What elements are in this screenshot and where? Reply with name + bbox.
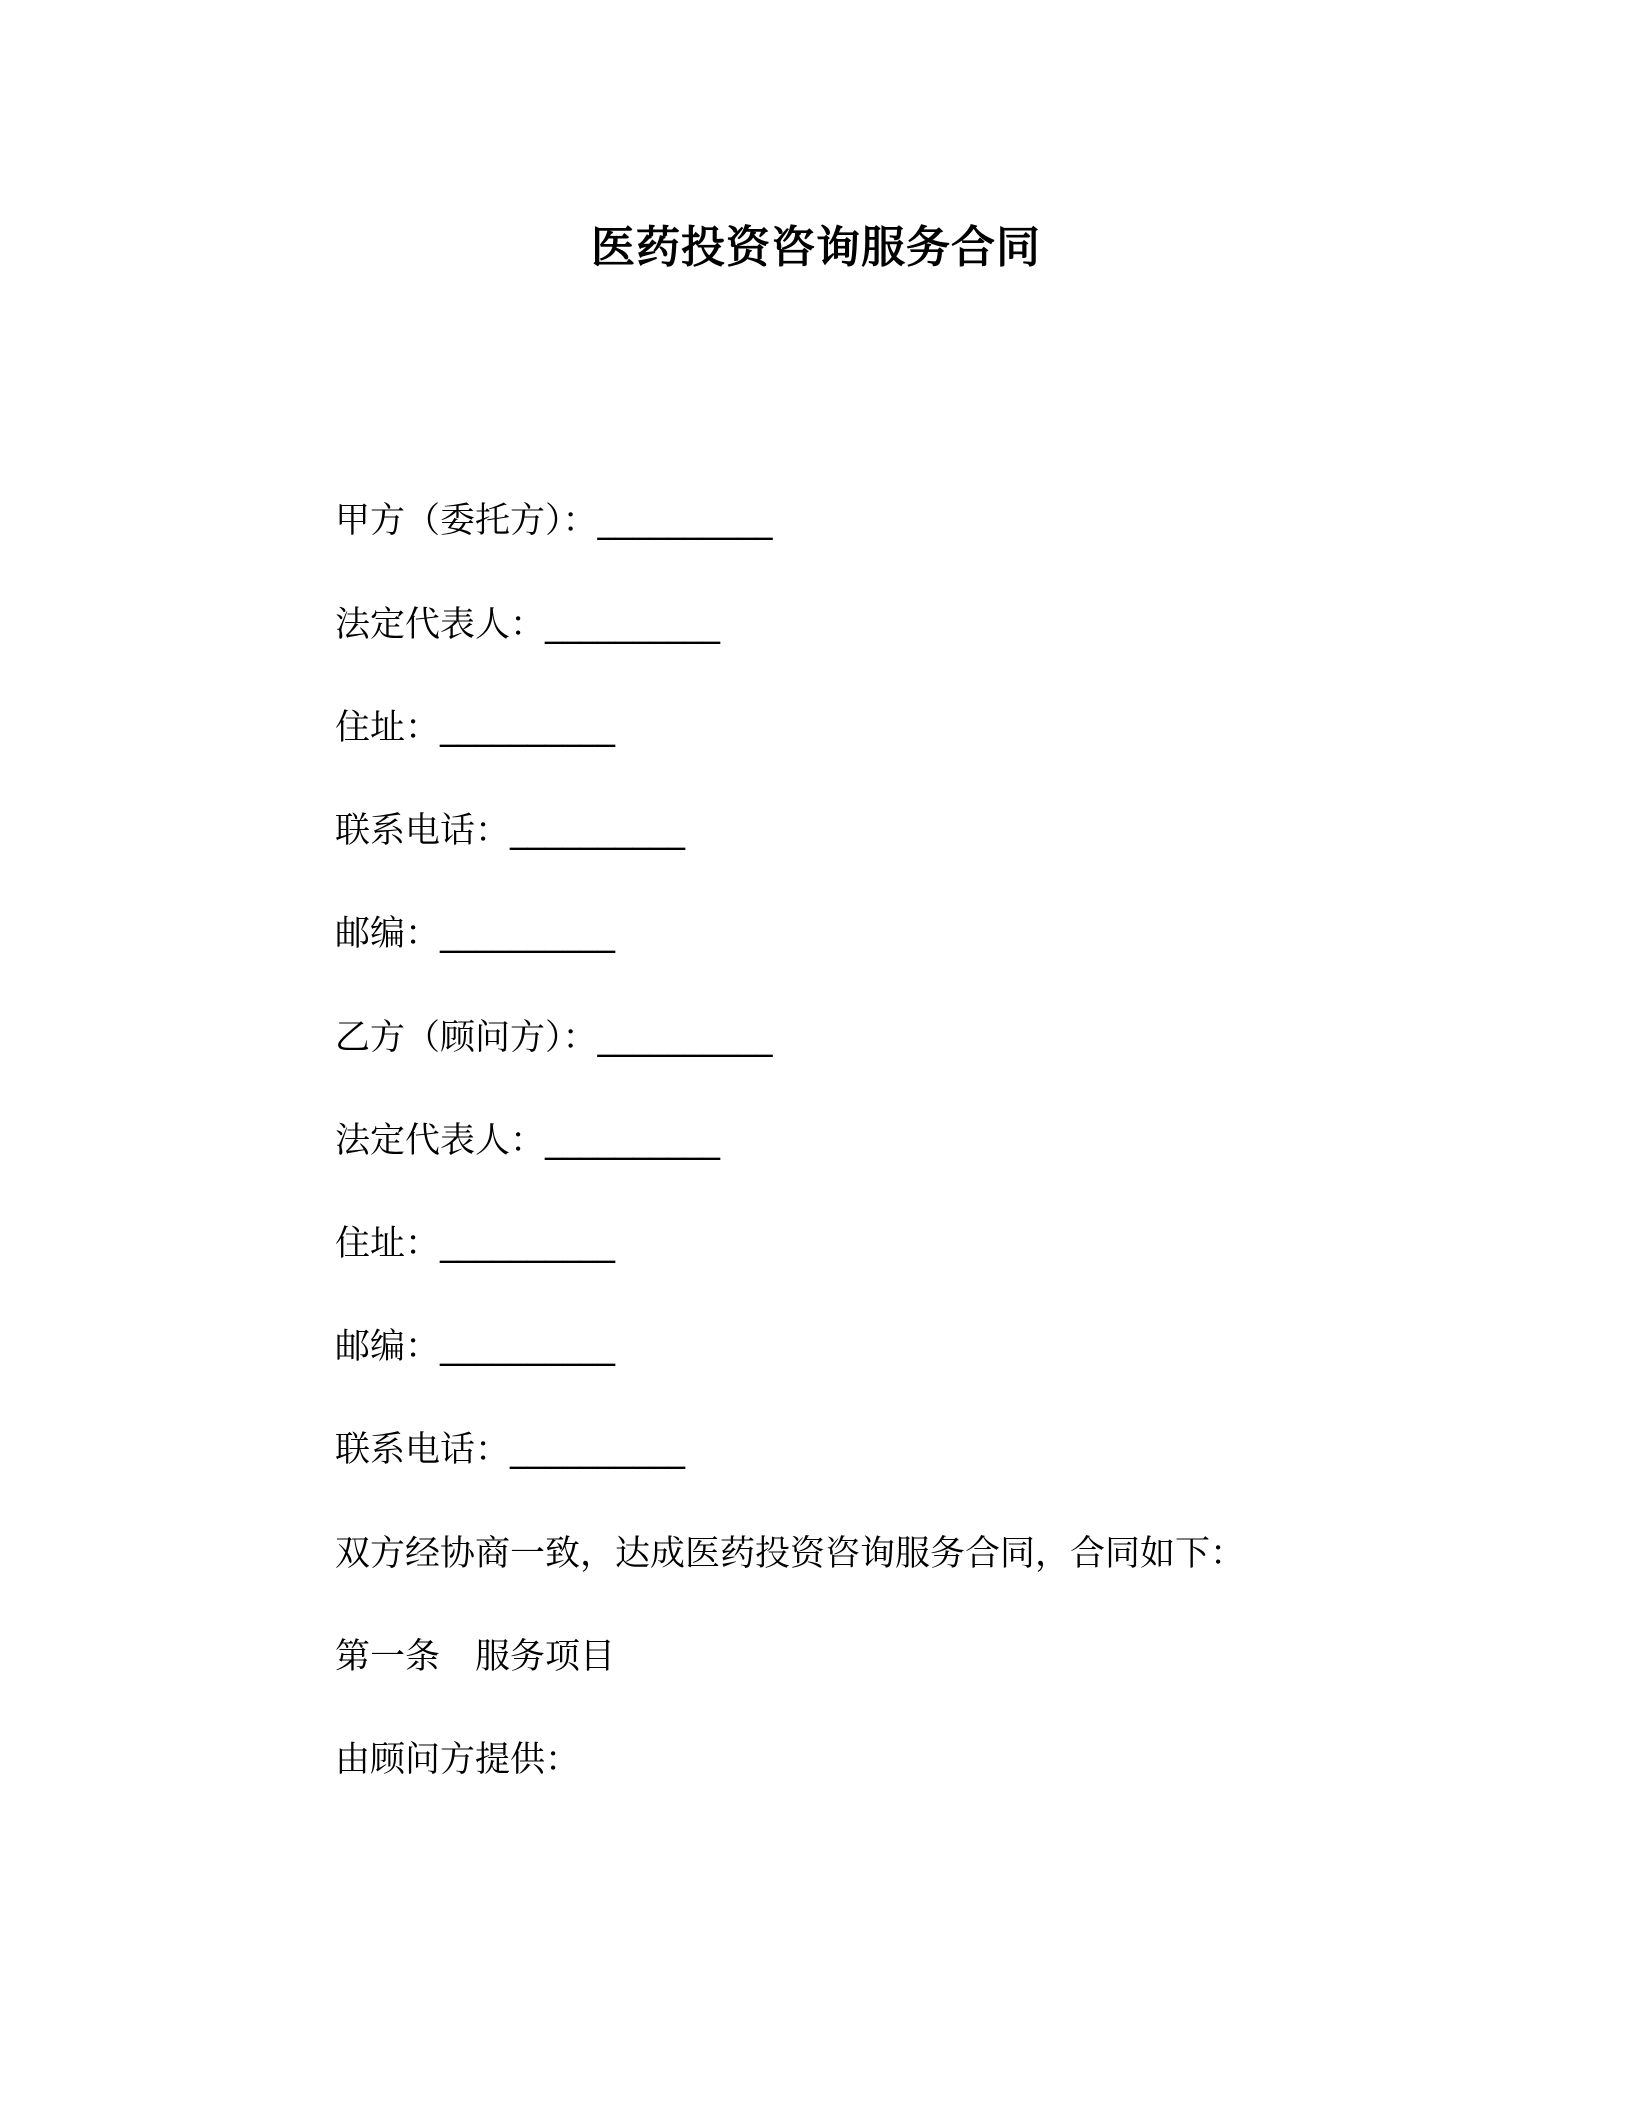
party-b-address-line: 住址：__________ [335,1224,616,1264]
party-b-name-line: 乙方（顾问方）：__________ [335,1018,773,1058]
agreement-intro-line: 双方经协商一致，达成医药投资咨询服务合同，合同如下： [335,1534,1246,1574]
party-a-address-line: 住址：__________ [335,708,616,748]
party-a-name-line: 甲方（委托方）：__________ [335,501,773,541]
party-b-postcode-line: 邮编：__________ [335,1327,616,1367]
party-a-legal-representative-line: 法定代表人：__________ [335,605,721,645]
party-b-phone-line: 联系电话：__________ [335,1430,686,1470]
party-b-legal-representative-line: 法定代表人：__________ [335,1121,721,1161]
party-a-postcode-line: 邮编：__________ [335,914,616,954]
article-one-heading: 第一条 服务项目 [335,1637,616,1677]
party-a-phone-line: 联系电话：__________ [335,811,686,851]
service-provider-line: 由顾问方提供： [335,1740,581,1780]
document-title: 医药投资咨询服务合同 [591,222,1041,273]
